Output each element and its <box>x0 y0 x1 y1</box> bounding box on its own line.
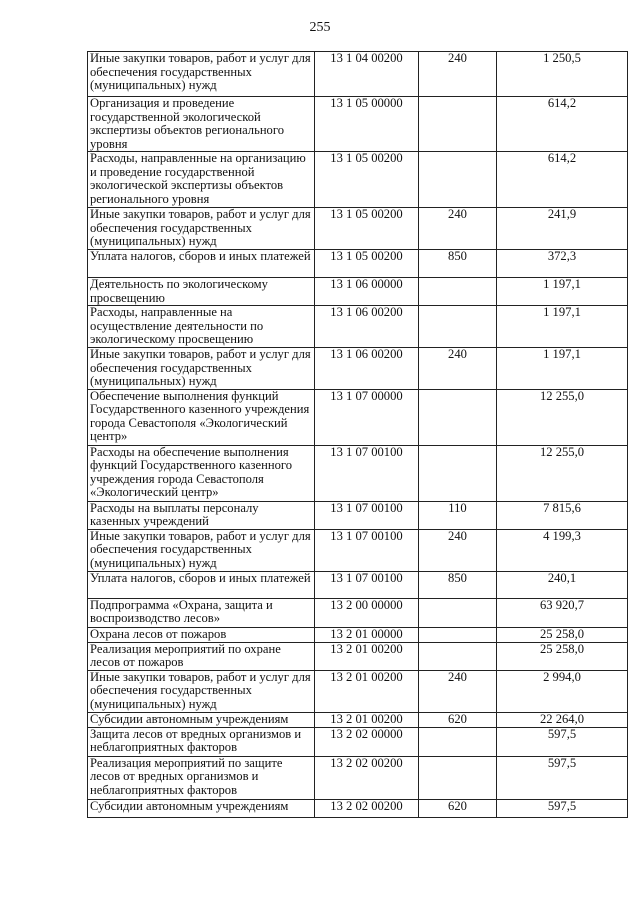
row-code-cell: 13 2 02 00000 <box>315 727 419 756</box>
budget-table <box>87 51 628 818</box>
row-name-cell: Субсидии автономным учреждениям <box>88 799 315 817</box>
table-row <box>88 670 628 712</box>
row-amount-cell: 25 258,0 <box>497 627 628 642</box>
table-row <box>88 571 628 598</box>
row-name-cell: Расходы на обеспечение выполнения функций Государственного казенного учреждения города Севастополя «Экологический центр» <box>88 445 315 501</box>
row-amount-cell: 25 258,0 <box>497 642 628 670</box>
row-amount-cell: 614,2 <box>497 152 628 208</box>
row-code-cell: 13 2 02 00200 <box>315 756 419 799</box>
row-amount-cell: 372,3 <box>497 250 628 278</box>
row-expense-type-cell: 240 <box>419 529 497 571</box>
row-code-cell: 13 2 00 00000 <box>315 598 419 627</box>
table-row <box>88 389 628 445</box>
row-amount-cell: 1 197,1 <box>497 278 628 306</box>
row-amount-cell: 614,2 <box>497 97 628 152</box>
table-body <box>88 52 628 818</box>
row-expense-type-cell <box>419 756 497 799</box>
row-name-cell: Субсидии автономным учреждениям <box>88 712 315 727</box>
row-amount-cell: 22 264,0 <box>497 712 628 727</box>
row-expense-type-cell <box>419 445 497 501</box>
row-amount-cell: 240,1 <box>497 571 628 598</box>
row-expense-type-cell: 620 <box>419 712 497 727</box>
row-expense-type-cell <box>419 642 497 670</box>
row-code-cell: 13 1 06 00000 <box>315 278 419 306</box>
row-amount-cell: 241,9 <box>497 208 628 250</box>
table-row <box>88 306 628 348</box>
row-name-cell: Расходы на выплаты персоналу казенных учреждений <box>88 501 315 529</box>
row-name-cell: Расходы, направленные на организацию и проведение государственной экологической экспертизы объектов регионального уровня <box>88 152 315 208</box>
row-expense-type-cell <box>419 727 497 756</box>
table-row <box>88 529 628 571</box>
row-name-cell: Уплата налогов, сборов и иных платежей <box>88 571 315 598</box>
row-expense-type-cell: 110 <box>419 501 497 529</box>
row-code-cell: 13 2 01 00200 <box>315 670 419 712</box>
row-name-cell: Подпрограмма «Охрана, защита и воспроизводство лесов» <box>88 598 315 627</box>
row-name-cell: Расходы, направленные на осуществление деятельности по экологическому просвещению <box>88 306 315 348</box>
row-code-cell: 13 1 07 00100 <box>315 529 419 571</box>
row-expense-type-cell: 240 <box>419 670 497 712</box>
row-expense-type-cell <box>419 306 497 348</box>
row-code-cell: 13 1 05 00200 <box>315 250 419 278</box>
row-expense-type-cell <box>419 97 497 152</box>
table-row <box>88 756 628 799</box>
row-code-cell: 13 1 04 00200 <box>315 52 419 97</box>
row-code-cell: 13 1 07 00100 <box>315 445 419 501</box>
page-number: 255 <box>309 20 331 35</box>
row-code-cell: 13 1 07 00100 <box>315 501 419 529</box>
row-expense-type-cell: 620 <box>419 799 497 817</box>
table-row <box>88 208 628 250</box>
row-code-cell: 13 1 07 00000 <box>315 389 419 445</box>
table-row <box>88 348 628 390</box>
row-code-cell: 13 2 01 00200 <box>315 642 419 670</box>
row-amount-cell: 597,5 <box>497 756 628 799</box>
row-code-cell: 13 1 05 00200 <box>315 152 419 208</box>
row-name-cell: Иные закупки товаров, работ и услуг для обеспечения государственных (муниципальных) нужд <box>88 529 315 571</box>
row-name-cell: Обеспечение выполнения функций Государственного казенного учреждения города Севастополя «Экологический центр» <box>88 389 315 445</box>
table-row <box>88 598 628 627</box>
row-amount-cell: 597,5 <box>497 799 628 817</box>
row-code-cell: 13 1 05 00200 <box>315 208 419 250</box>
table-row <box>88 799 628 817</box>
row-code-cell: 13 1 06 00200 <box>315 348 419 390</box>
row-amount-cell: 1 250,5 <box>497 52 628 97</box>
row-amount-cell: 12 255,0 <box>497 445 628 501</box>
row-name-cell: Иные закупки товаров, работ и услуг для обеспечения государственных (муниципальных) нужд <box>88 208 315 250</box>
row-amount-cell: 2 994,0 <box>497 670 628 712</box>
row-code-cell: 13 1 05 00000 <box>315 97 419 152</box>
row-expense-type-cell <box>419 598 497 627</box>
row-code-cell: 13 1 07 00100 <box>315 571 419 598</box>
row-amount-cell: 1 197,1 <box>497 306 628 348</box>
table-row <box>88 152 628 208</box>
table-row <box>88 642 628 670</box>
table-row <box>88 627 628 642</box>
row-code-cell: 13 2 01 00000 <box>315 627 419 642</box>
row-expense-type-cell <box>419 627 497 642</box>
row-amount-cell: 1 197,1 <box>497 348 628 390</box>
row-amount-cell: 7 815,6 <box>497 501 628 529</box>
row-name-cell: Иные закупки товаров, работ и услуг для обеспечения государственных (муниципальных) нужд <box>88 348 315 390</box>
row-expense-type-cell: 240 <box>419 52 497 97</box>
row-name-cell: Деятельность по экологическому просвещению <box>88 278 315 306</box>
row-code-cell: 13 1 06 00200 <box>315 306 419 348</box>
row-name-cell: Реализация мероприятий по защите лесов от вредных организмов и неблагоприятных факторов <box>88 756 315 799</box>
table-row <box>88 501 628 529</box>
row-expense-type-cell: 850 <box>419 250 497 278</box>
table-row <box>88 250 628 278</box>
row-expense-type-cell <box>419 278 497 306</box>
row-code-cell: 13 2 02 00200 <box>315 799 419 817</box>
row-name-cell: Иные закупки товаров, работ и услуг для обеспечения государственных (муниципальных) нужд <box>88 670 315 712</box>
row-amount-cell: 63 920,7 <box>497 598 628 627</box>
row-name-cell: Защита лесов от вредных организмов и неблагоприятных факторов <box>88 727 315 756</box>
table-row <box>88 445 628 501</box>
row-expense-type-cell: 240 <box>419 208 497 250</box>
row-code-cell: 13 2 01 00200 <box>315 712 419 727</box>
table-row <box>88 97 628 152</box>
table-row <box>88 727 628 756</box>
row-amount-cell: 12 255,0 <box>497 389 628 445</box>
row-name-cell: Организация и проведение государственной экологической экспертизы объектов регионального уровня <box>88 97 315 152</box>
table-row <box>88 712 628 727</box>
table-row <box>88 278 628 306</box>
row-expense-type-cell: 240 <box>419 348 497 390</box>
row-amount-cell: 597,5 <box>497 727 628 756</box>
row-expense-type-cell: 850 <box>419 571 497 598</box>
table-row <box>88 52 628 97</box>
row-expense-type-cell <box>419 152 497 208</box>
row-name-cell: Уплата налогов, сборов и иных платежей <box>88 250 315 278</box>
row-name-cell: Охрана лесов от пожаров <box>88 627 315 642</box>
row-name-cell: Реализация мероприятий по охране лесов от пожаров <box>88 642 315 670</box>
row-expense-type-cell <box>419 389 497 445</box>
row-name-cell: Иные закупки товаров, работ и услуг для обеспечения государственных (муниципальных) нужд <box>88 52 315 97</box>
row-amount-cell: 4 199,3 <box>497 529 628 571</box>
